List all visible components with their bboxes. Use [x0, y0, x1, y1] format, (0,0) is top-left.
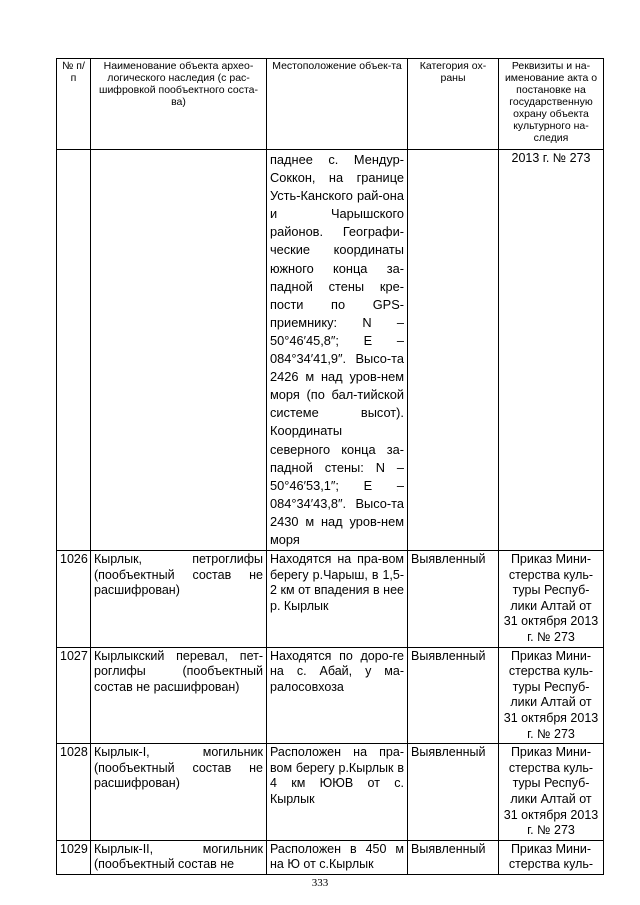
cell-requisites: Приказ Мини-стерства куль-туры Респуб-лики Алтай от 31 октября 2013 г. № 273 — [499, 551, 604, 648]
header-category: Категория ох-раны — [408, 59, 499, 150]
cell-num — [57, 150, 91, 551]
cell-requisites: Приказ Мини-стерства куль-туры Респуб-лики Алтай от 31 октября 2013 г. № 273 — [499, 647, 604, 744]
cell-num: 1029 — [57, 840, 91, 874]
cell-category: Выявленный — [408, 840, 499, 874]
heritage-registry-table — [56, 58, 604, 875]
header-location: Местоположение объек-та — [267, 59, 408, 150]
cell-location: Расположен на пра-вом берегу р.Кырлык в 4 км ЮЮВ от с. Кырлык — [267, 744, 408, 841]
table-row-continuation — [57, 150, 604, 551]
cell-requisites: Приказ Мини-стерства куль- — [499, 840, 604, 874]
header-num: № п/п — [57, 59, 91, 150]
cell-name: Кырлык-II, могильник (пообъектный состав не — [91, 840, 267, 874]
cell-category — [408, 150, 499, 551]
table-row — [57, 744, 604, 841]
cell-num: 1026 — [57, 551, 91, 648]
cell-requisites: Приказ Мини-стерства куль-туры Респуб-лики Алтай от 31 октября 2013 г. № 273 — [499, 744, 604, 841]
cell-category: Выявленный — [408, 744, 499, 841]
cell-location: Находятся на пра-вом берегу р.Чарыш, в 1,5-2 км от впадения в нее р. Кырлык — [267, 551, 408, 648]
cell-category: Выявленный — [408, 551, 499, 648]
cell-num: 1027 — [57, 647, 91, 744]
cell-location: Находятся по доро-ге на с. Абай, у ма-ралосовхоза — [267, 647, 408, 744]
table-header-row — [57, 59, 604, 150]
cell-name — [91, 150, 267, 551]
header-name: Наименование объекта архео-логического наследия (с рас-шифровкой пообъектного соста-ва) — [91, 59, 267, 150]
table-row — [57, 551, 604, 648]
table-row — [57, 840, 604, 874]
page-number: 333 — [311, 877, 329, 889]
cell-name: Кырлык-I, могильник (пообъектный состав не расшифрован) — [91, 744, 267, 841]
header-requisites: Реквизиты и на-именование акта о постановке на государственную охрану объекта культурного на-следия — [499, 59, 604, 150]
cell-category: Выявленный — [408, 647, 499, 744]
cell-name: Кырлык, петроглифы (пообъектный состав не расшифрован) — [91, 551, 267, 648]
table-row — [57, 647, 604, 744]
cell-num: 1028 — [57, 744, 91, 841]
cell-requisites: 2013 г. № 273 — [499, 150, 604, 551]
cell-location: Расположен в 450 м на Ю от с.Кырлык — [267, 840, 408, 874]
cell-location: паднее с. Мендур-Соккон, на границе Усть-Канского рай-она и Чарышского районов. Географи-ческие координаты южного конца за-падной стены кре-пости по GPS-приемнику: N – 50°46′45,8″; E – 084°34′41,9″. Высо-та 2426 м над уров-нем моря (по бал-тийской системе высот). Координаты северного конца за-падной стены: N – 50°46′53,1″; E – 084°34′43,8″. Высо-та 2430 м над уров-нем моря — [267, 150, 408, 551]
cell-name: Кырлыкский перевал, пет-роглифы (пообъектный состав не расшифрован) — [91, 647, 267, 744]
